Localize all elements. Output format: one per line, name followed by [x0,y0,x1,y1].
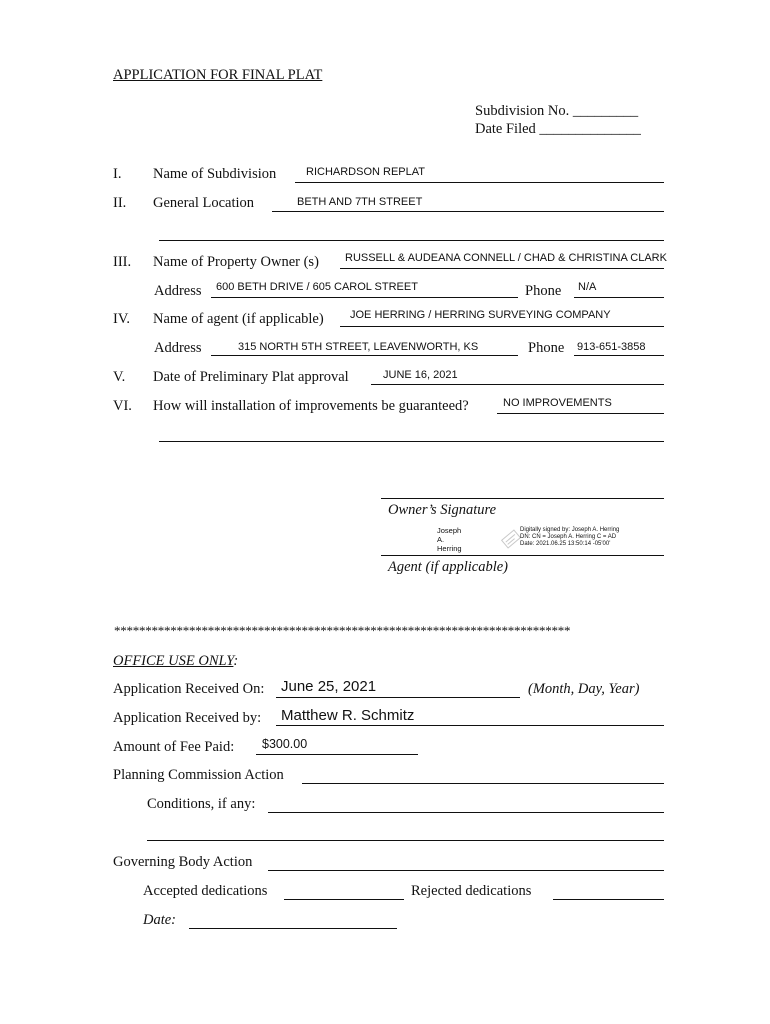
planning-commission-label: Planning Commission Action [113,767,284,783]
rejected-dedications-label: Rejected dedications [411,883,532,899]
received-by-line [276,725,664,726]
section-divider: ************************************************************************* [114,623,571,638]
owner-signature-label: Owner’s Signature [388,502,497,518]
section-5-number: V. [113,369,126,385]
section-2-number: II. [113,195,127,211]
property-owner-value[interactable]: RUSSELL & AUDEANA CONNELL / CHAD & CHRISTINA CLARK [345,252,667,264]
improvements-guarantee-line [497,413,664,414]
conditions-label: Conditions, if any: [147,796,256,812]
received-by-value[interactable]: Matthew R. Schmitz [281,707,415,724]
improvements-guarantee-value[interactable]: NO IMPROVEMENTS [503,397,612,409]
owner-phone-line [574,297,664,298]
date-filed-label: Date Filed ______________ [475,121,641,137]
date-label: Date: [143,912,177,928]
owner-signature-line [381,498,664,499]
received-on-value[interactable]: June 25, 2021 [281,678,377,695]
owner-address-line [211,297,518,298]
owner-address-value[interactable]: 600 BETH DRIVE / 605 CAROL STREET [216,281,418,293]
property-owner-line [340,268,664,269]
received-by-label: Application Received by: [113,710,262,726]
date-line [189,928,397,929]
subdivision-name-value[interactable]: RICHARDSON REPLAT [306,166,425,178]
digital-signature-name: Joseph A. Herring [437,526,462,553]
rejected-dedications-line [553,899,664,900]
governing-body-label: Governing Body Action [113,854,253,870]
improvements-guarantee-label: How will installation of improvements be guaranteed? [153,398,469,414]
form-title: APPLICATION FOR FINAL PLAT [113,67,323,83]
section-1-number: I. [113,166,122,182]
general-location-line-2 [159,240,664,241]
accepted-dedications-label: Accepted dedications [143,883,268,899]
subdivision-name-line [295,182,664,183]
general-location-value[interactable]: BETH AND 7TH STREET [297,196,423,208]
owner-phone-label: Phone [525,283,562,299]
owner-phone-value[interactable]: N/A [578,281,597,293]
section-6-number: VI. [113,398,132,414]
general-location-label: General Location [153,195,255,211]
section-4-number: IV. [113,311,131,327]
received-on-line [276,697,520,698]
improvements-guarantee-line-2 [159,441,664,442]
office-use-heading: OFFICE USE ONLY: [113,653,239,669]
general-location-line [272,211,664,212]
agent-name-value[interactable]: JOE HERRING / HERRING SURVEYING COMPANY [350,309,611,321]
governing-body-line [268,870,664,871]
agent-address-line [211,355,518,356]
preliminary-approval-value[interactable]: JUNE 16, 2021 [383,369,458,381]
subdivision-no-label: Subdivision No. _________ [475,103,639,119]
agent-signature-line [381,555,664,556]
fee-paid-value[interactable]: $300.00 [262,737,308,751]
conditions-line [268,812,664,813]
section-3-number: III. [113,254,132,270]
digital-signature-details: Digitally signed by: Joseph A. Herring DN: CN = Joseph A. Herring C = AD Date: 2021.06.25 13:50:14 -05'00' [520,527,620,547]
conditions-line-2 [147,840,664,841]
preliminary-approval-label: Date of Preliminary Plat approval [153,369,349,385]
accepted-dedications-line [284,899,404,900]
agent-address-label: Address [154,340,202,356]
agent-phone-value[interactable]: 913-651-3858 [577,341,646,353]
received-on-hint: (Month, Day, Year) [528,681,640,697]
agent-phone-line [574,355,664,356]
owner-address-label: Address [154,283,202,299]
property-owner-label: Name of Property Owner (s) [153,254,319,270]
planning-commission-line [302,783,664,784]
subdivision-name-label: Name of Subdivision [153,166,277,182]
fee-paid-line [256,754,418,755]
received-on-label: Application Received On: [113,681,265,697]
fee-paid-label: Amount of Fee Paid: [113,739,235,755]
agent-address-value[interactable]: 315 NORTH 5TH STREET, LEAVENWORTH, KS [238,341,479,353]
preliminary-approval-line [371,384,664,385]
agent-name-label: Name of agent (if applicable) [153,311,324,327]
agent-signature-label: Agent (if applicable) [388,559,508,575]
agent-name-line [340,326,664,327]
agent-phone-label: Phone [528,340,565,356]
